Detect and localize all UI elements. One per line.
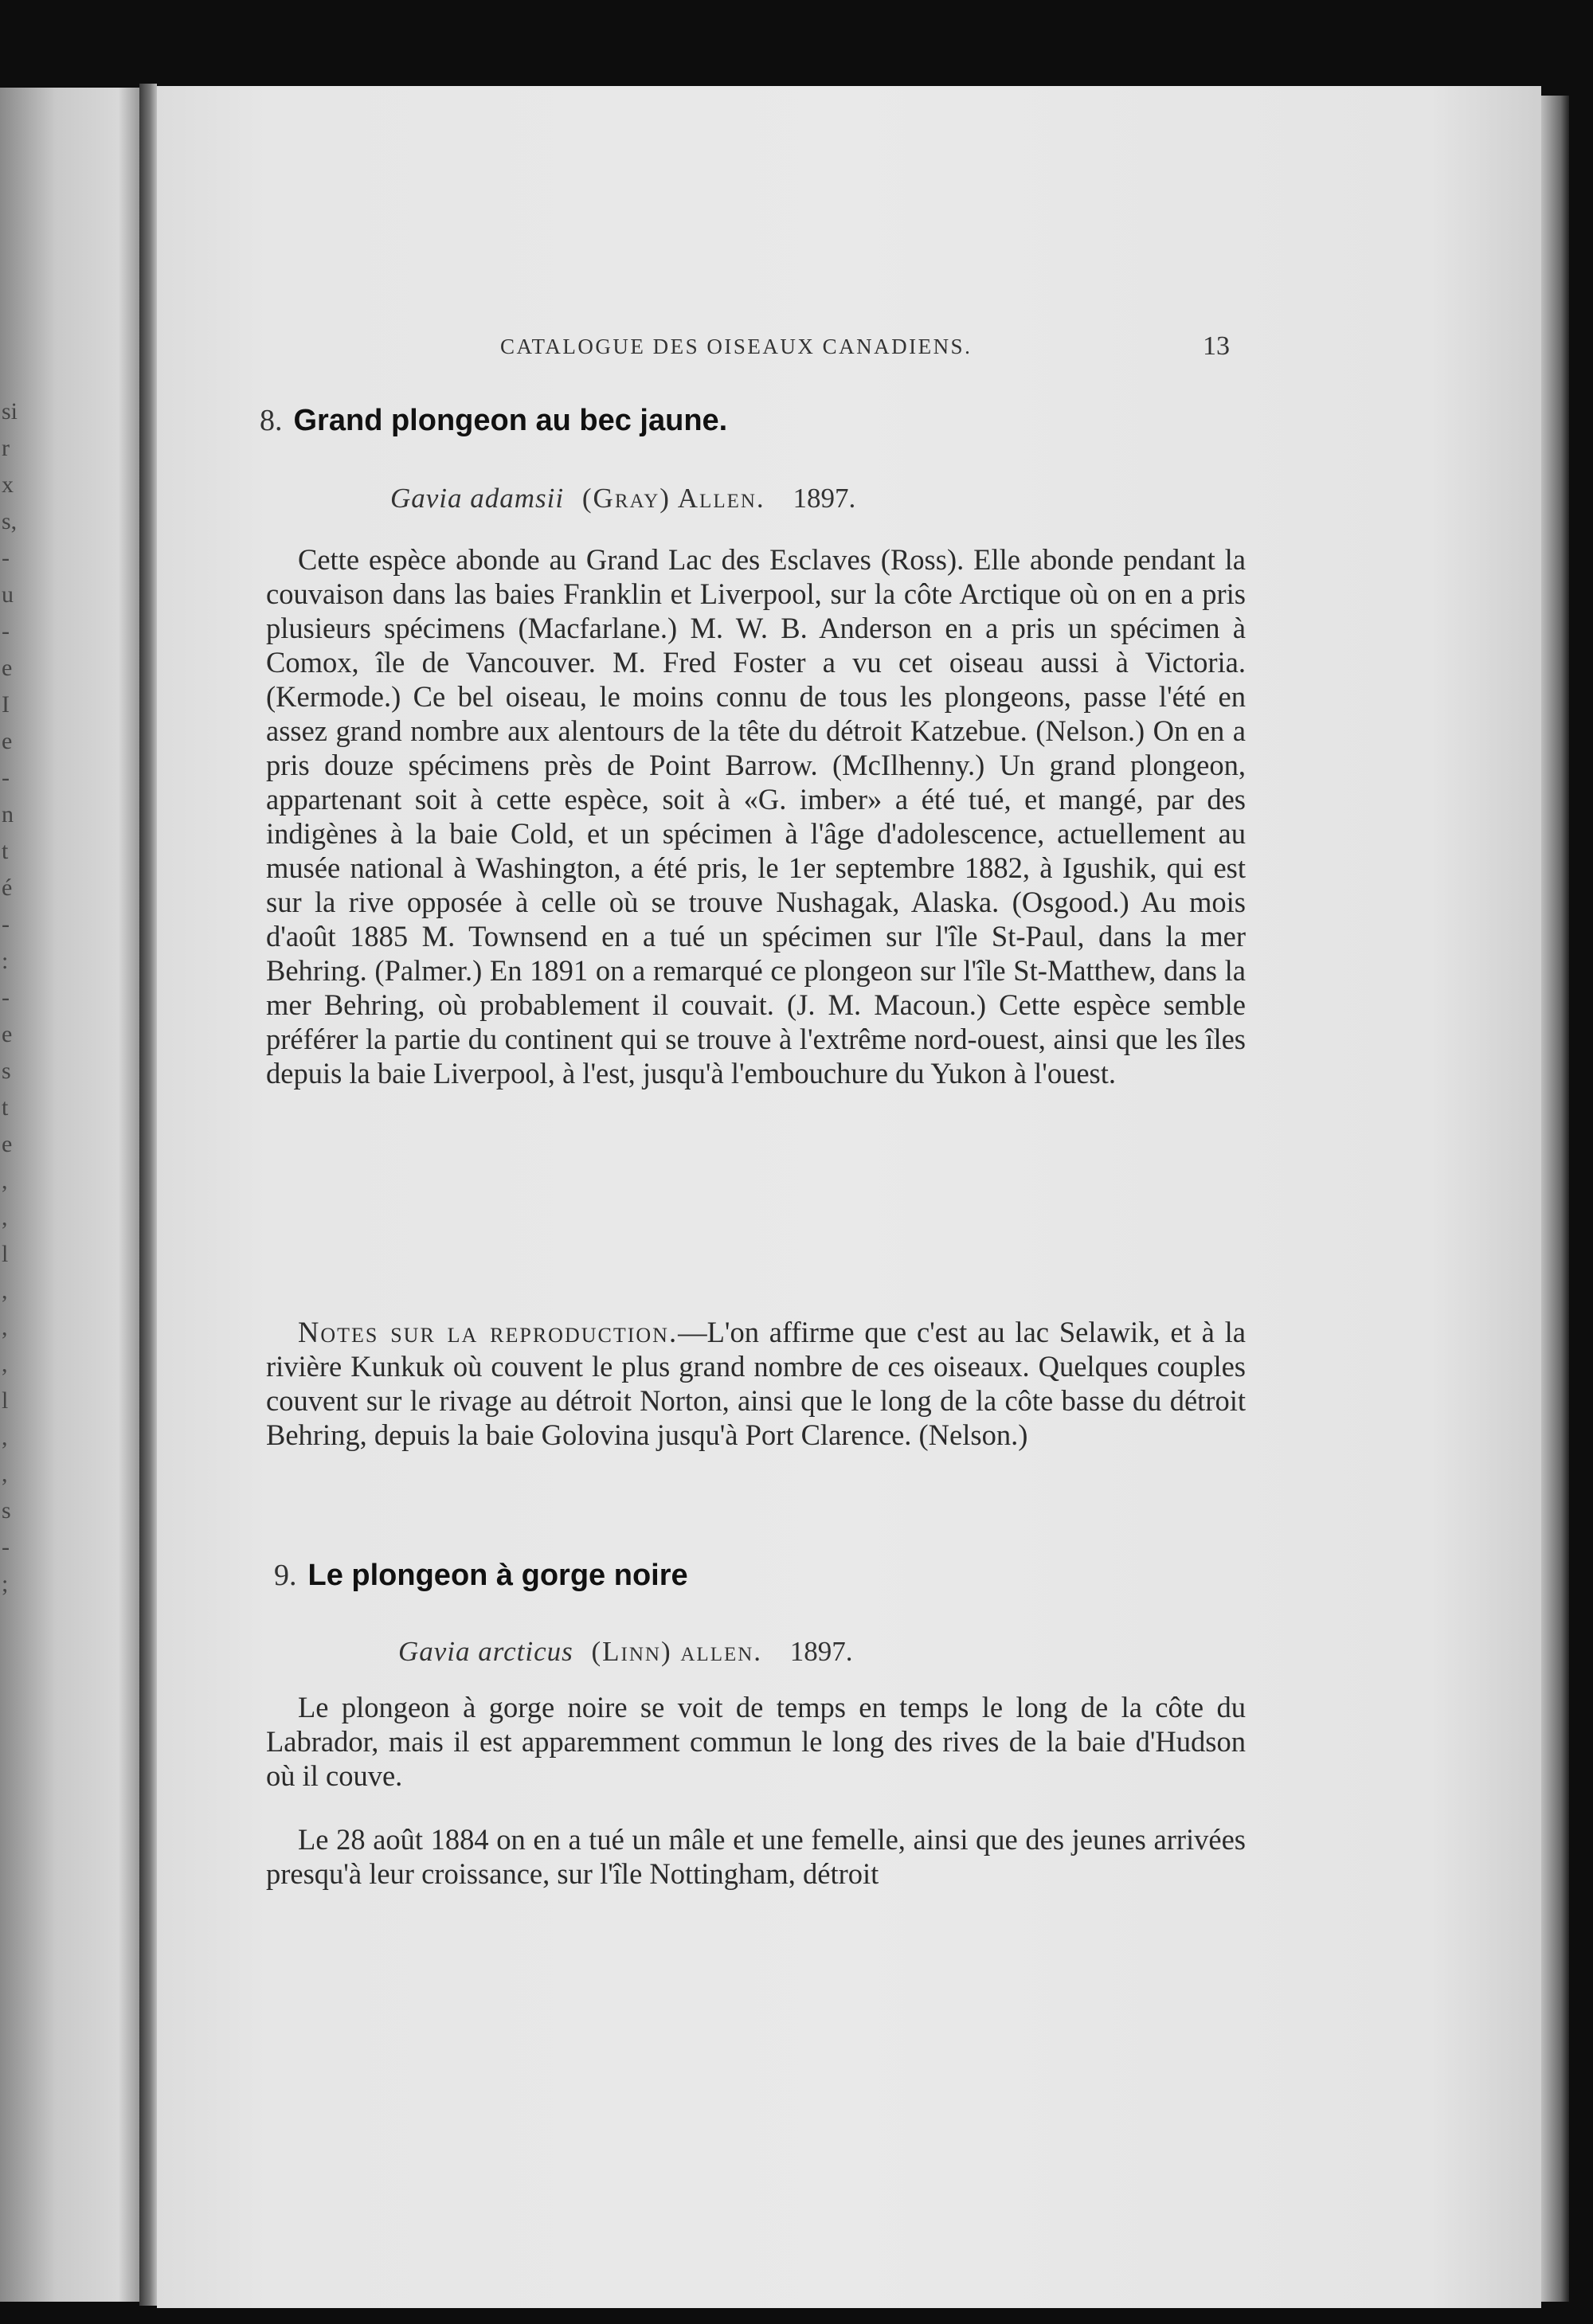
- species-heading-8: [260, 403, 727, 438]
- binomial-author: (Linn) allen.: [591, 1636, 763, 1667]
- binomial-line-9: [398, 1636, 853, 1668]
- prev-page-fragment: e: [2, 728, 13, 754]
- prev-page-fragment: -: [2, 1534, 10, 1560]
- prev-page-fragment: -: [2, 545, 10, 571]
- prev-page-fragment: e: [2, 655, 13, 681]
- prev-page-fragment: s: [2, 1058, 11, 1084]
- prev-page-fragment: ,: [2, 1168, 8, 1194]
- prev-page-fragment: ,: [2, 1277, 8, 1304]
- prev-page-fragment: s,: [2, 508, 18, 534]
- notes-label: Notes sur la reproduction.: [298, 1316, 679, 1348]
- binomial-line-8: [390, 483, 855, 514]
- binomial-year: 1897.: [793, 483, 856, 514]
- previous-page-edge: [0, 88, 139, 2302]
- species-title: Grand plongeon au bec jaune.: [293, 404, 728, 437]
- prev-page-fragment: I: [2, 691, 10, 718]
- prev-page-fragment: e: [2, 1021, 13, 1047]
- binomial-name: Gavia adamsii: [390, 483, 565, 514]
- prev-page-fragment: ,: [2, 1424, 8, 1450]
- page-number: 13: [1203, 331, 1230, 361]
- prev-page-fragment: t: [2, 838, 9, 864]
- prev-page-fragment: t: [2, 1094, 9, 1121]
- prev-page-fragment: x: [2, 471, 14, 498]
- prev-page-fragment: :: [2, 948, 9, 974]
- paragraph-9-b: Le 28 août 1884 on en a tué un mâle et une femelle, ainsi que des jeunes arrivées presqu'à leur croissance, sur l'île Nottingham, détroit: [266, 1823, 1246, 1890]
- prev-page-fragment: ,: [2, 1314, 8, 1340]
- prev-page-fragment: ,: [2, 1351, 8, 1377]
- page-right-edge: [1541, 96, 1569, 2302]
- prev-page-fragment: r: [2, 435, 10, 461]
- prev-page-fragment: é: [2, 874, 13, 901]
- prev-page-fragment: u: [2, 581, 14, 608]
- prev-page-fragment: ,: [2, 1204, 8, 1230]
- prev-page-fragment: l: [2, 1241, 9, 1267]
- prev-page-fragment: -: [2, 984, 10, 1011]
- prev-page-fragment: e: [2, 1131, 13, 1157]
- prev-page-fragment: l: [2, 1387, 9, 1414]
- prev-page-fragment: si: [2, 398, 18, 425]
- prev-page-fragment: -: [2, 911, 10, 937]
- binomial-year: 1897.: [789, 1636, 853, 1667]
- prev-page-fragment: ;: [2, 1571, 9, 1597]
- running-head: CATALOGUE DES OISEAUX CANADIENS.: [500, 335, 973, 358]
- prev-page-fragment: s: [2, 1497, 11, 1524]
- prev-page-fragment: -: [2, 765, 10, 791]
- prev-page-fragment: ,: [2, 1461, 8, 1487]
- species-title: Le plongeon à gorge noire: [307, 1559, 688, 1592]
- paragraph-8-main: Cette espèce abonde au Grand Lac des Esclaves (Ross). Elle abonde pendant la couvaison dans las baies Franklin et Liverpool, sur la côte Arctique où on en a pris plusieurs spécimens (Macfarlane.) M. W. B. Anderson en a pris un spécimen à Comox, île de Vancouver. M. Fred Foster a vu cet oiseau aussi à Victoria. (Kermode.) Ce bel oiseau, le moins connu de tous les plongeons, passe l'été en assez grand nombre aux alentours de la tête du détroit Katzebue. (Nelson.) On en a pris douze spécimens près de Point Barrow. (McIlhenny.) Un grand plongeon, appartenant soit à cette espèce, soit à «G. imber» a été tué, et mangé, par des indigènes à la baie Cold, et un spécimen à l'âge d'adolescence, actuellement au musée national à Washington, a été pris, le 1er septembre 1882, à Igushik, qui est sur la rive opposée à celle où se trouve Nushagak, Alaska. (Osgood.) Au mois d'août 1885 M. Townsend en a tué un spécimen sur l'île St-Paul, dans la mer Behring. (Palmer.) En 1891 on a remarqué ce plongeon sur l'île St-Matthew, dans la mer Behring, où probablement il couvait. (J. M. Macoun.) Cette espèce semble préférer la partie du continent qui se trouve à l'extrême nord-ouest, ainsi que les îles depuis la baie Liverpool, à l'est, jusqu'à l'embouchure du Yukon à l'ouest.: [266, 543, 1246, 1090]
- notes-text: —L'on affirme que c'est au lac Selawik, et à la rivière Kunkuk où couvent le plus grand nombre de ces oiseaux. Quelques couples couvent sur le rivage au détroit Norton, ainsi que le long de la côte basse du détroit Behring, depuis la baie Golovina jusqu'à Port Clarence. (Nelson.): [266, 1316, 1246, 1451]
- prev-page-fragment: -: [2, 618, 10, 644]
- species-number: 9.: [274, 1559, 297, 1592]
- species-number: 8.: [260, 404, 283, 437]
- book-gutter: [139, 84, 157, 2306]
- binomial-name: Gavia arcticus: [398, 1636, 573, 1667]
- binomial-author: (Gray) Allen.: [581, 483, 765, 514]
- prev-page-fragment: n: [2, 801, 14, 827]
- paragraph-9-a: Le plongeon à gorge noire se voit de temps en temps le long de la côte du Labrador, mais il est apparemment commun le long des rives de la baie d'Hudson où il couve.: [266, 1691, 1246, 1792]
- paragraph-8-notes: [266, 1315, 1246, 1452]
- species-heading-9: [274, 1558, 688, 1593]
